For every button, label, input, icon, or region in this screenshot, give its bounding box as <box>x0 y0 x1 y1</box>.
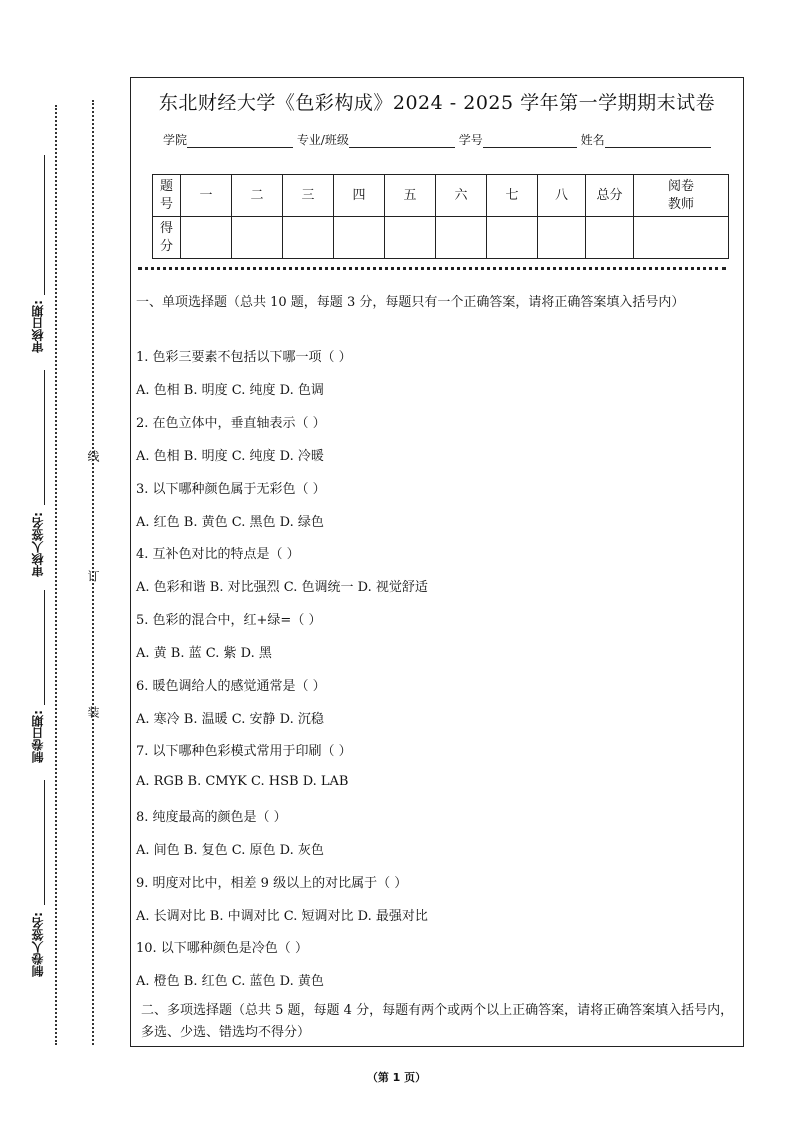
col-reviewer: 阅卷 教师 <box>634 175 729 217</box>
reviewer-signature-label: 审核人签名: <box>31 512 45 577</box>
field-college-label: 学院 <box>163 133 188 147</box>
col-2: 二 <box>232 175 283 217</box>
field-major-blank[interactable] <box>349 134 455 148</box>
question-8: 8. 纯度最高的颜色是（ ） <box>136 810 287 825</box>
score-cell-5[interactable] <box>385 217 436 259</box>
score-cell-1[interactable] <box>181 217 232 259</box>
question-9: 9. 明度对比中，相差 9 级以上的对比属于（ ） <box>136 876 408 891</box>
separator-dotted <box>138 267 726 270</box>
col-7: 七 <box>487 175 538 217</box>
score-table <box>152 174 729 259</box>
options-6: A. 寒冷 B. 温暖 C. 安静 D. 沉稳 <box>136 712 324 727</box>
score-cell-reviewer[interactable] <box>634 217 729 259</box>
field-major-label: 专业/班级 <box>296 133 349 147</box>
student-info-row <box>163 131 711 148</box>
question-10: 10. 以下哪种颜色是冷色（ ） <box>136 941 308 956</box>
col-8: 八 <box>538 175 586 217</box>
score-cell-2[interactable] <box>232 217 283 259</box>
seal-char-mount: 装 <box>86 706 100 718</box>
field-name-label: 姓名 <box>580 133 605 147</box>
field-id-label: 学号 <box>458 133 483 147</box>
question-7: 7. 以下哪种色彩模式常用于印刷（ ） <box>136 744 352 759</box>
question-1: 1. 色彩三要素不包括以下哪一项（ ） <box>136 350 352 365</box>
page-number: （第 1 页） <box>366 1071 427 1084</box>
options-3: A. 红色 B. 黄色 C. 黑色 D. 绿色 <box>136 515 324 530</box>
col-4: 四 <box>334 175 385 217</box>
setter-date-label: 制卷日期: <box>31 710 45 763</box>
col-6: 六 <box>436 175 487 217</box>
question-5: 5. 色彩的混合中，红+绿=（ ） <box>136 613 322 628</box>
options-7: A. RGB B. CMYK C. HSB D. LAB <box>136 774 349 789</box>
seal-char-bind: 订 <box>86 570 100 582</box>
setter-signature-line <box>44 780 45 905</box>
options-9: A. 长调对比 B. 中调对比 C. 短调对比 D. 最强对比 <box>136 909 428 924</box>
row-label-score: 得 分 <box>153 217 181 259</box>
question-6: 6. 暖色调给人的感觉通常是（ ） <box>136 679 326 694</box>
options-4: A. 色彩和谐 B. 对比强烈 C. 色调统一 D. 视觉舒适 <box>136 580 428 595</box>
options-1: A. 色相 B. 明度 C. 纯度 D. 色调 <box>136 383 324 398</box>
question-4: 4. 互补色对比的特点是（ ） <box>136 547 300 562</box>
field-name-blank[interactable] <box>605 134 711 148</box>
reviewer-signature-line <box>44 370 45 505</box>
options-10: A. 橙色 B. 红色 C. 蓝色 D. 黄色 <box>136 974 324 989</box>
exam-title: 东北财经大学《色彩构成》2024 - 2025 学年第一学期期末试卷 <box>158 92 716 114</box>
section1-heading: 一、单项选择题（总共 10 题，每题 3 分，每题只有一个正确答案，请将正确答案填入括号内） <box>136 295 685 310</box>
score-cell-8[interactable] <box>538 217 586 259</box>
score-header-row <box>153 175 729 217</box>
section2-heading: 二、多项选择题（总共 5 题，每题 4 分，每题有两个或两个以上正确答案，请将正确答案填入括号内，多选、少选、错选均不得分） <box>141 1003 734 1040</box>
score-cell-total[interactable] <box>586 217 634 259</box>
col-3: 三 <box>283 175 334 217</box>
question-2: 2. 在色立体中，垂直轴表示（ ） <box>136 416 326 431</box>
seal-char-line: 线 <box>86 450 100 462</box>
score-cell-3[interactable] <box>283 217 334 259</box>
setter-date-line <box>44 590 45 705</box>
col-5: 五 <box>385 175 436 217</box>
score-cell-6[interactable] <box>436 217 487 259</box>
options-2: A. 色相 B. 明度 C. 纯度 D. 冷暖 <box>136 449 324 464</box>
score-value-row <box>153 217 729 259</box>
exam-frame <box>130 77 744 1047</box>
question-3: 3. 以下哪种颜色属于无彩色（ ） <box>136 482 326 497</box>
options-8: A. 间色 B. 复色 C. 原色 D. 灰色 <box>136 843 324 858</box>
left-dotted-border <box>55 105 57 1045</box>
col-total: 总分 <box>586 175 634 217</box>
col-1: 一 <box>181 175 232 217</box>
row-label-number: 题 号 <box>153 175 181 217</box>
field-college-blank[interactable] <box>187 134 293 148</box>
options-5: A. 黄 B. 蓝 C. 紫 D. 黑 <box>136 646 272 661</box>
setter-signature-label: 制卷人签名: <box>31 912 45 977</box>
reviewer-date-label: 审核日期: <box>31 300 45 353</box>
score-cell-4[interactable] <box>334 217 385 259</box>
field-id-blank[interactable] <box>483 134 577 148</box>
reviewer-date-line <box>44 155 45 295</box>
score-cell-7[interactable] <box>487 217 538 259</box>
